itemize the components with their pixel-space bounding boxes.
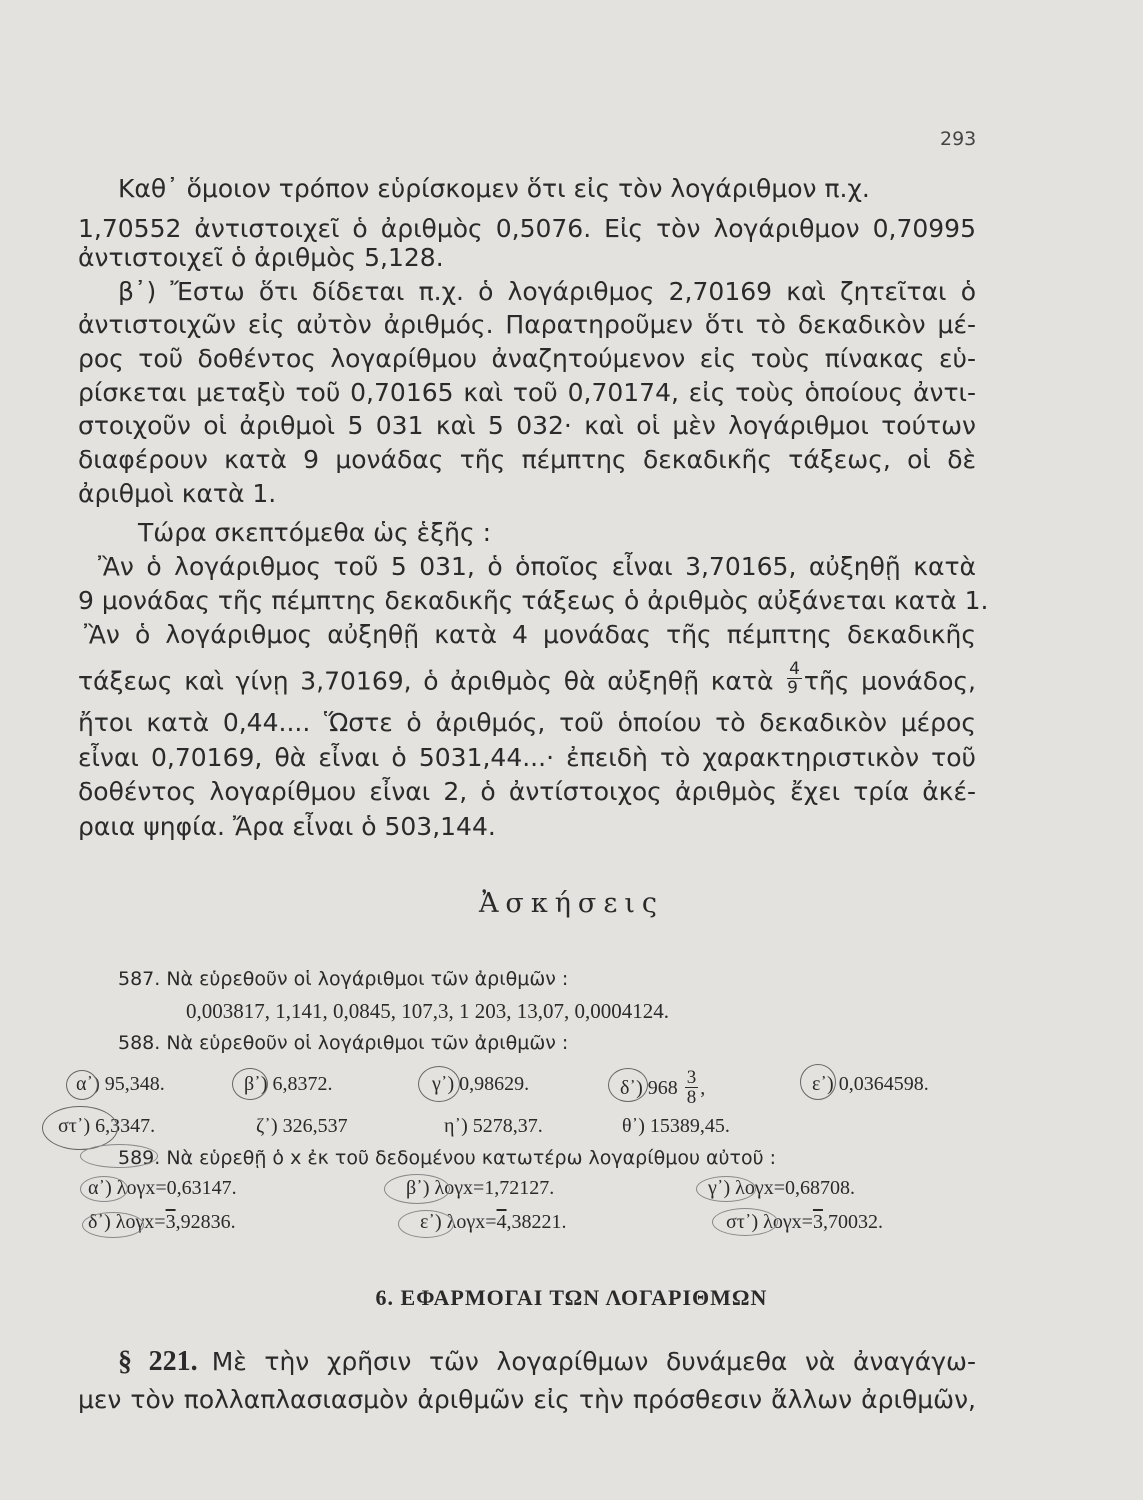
exercise-589-text: 589. Νὰ εὑρεθῇ ὁ x ἐκ τοῦ δεδομένου κατωτέρω λογαρίθμου αὐτοῦ : (118, 1147, 777, 1169)
text-line: ἀντιστοιχεῖ ὁ ἀριθμὸς 5,128. (78, 243, 444, 272)
paragraph-221-line-2: μεν τὸν πολλαπλασιασμὸν ἀριθμῶν εἰς τὴν πρόσθεσιν ἄλλων ἀριθμῶν, (78, 1385, 976, 1414)
exercise-589-st (726, 1208, 883, 1236)
fraction-denominator: 8 (686, 1087, 697, 1108)
fraction-3-8 (685, 1068, 699, 1107)
exercises-title: Ἀσκήσεις (478, 888, 665, 919)
text-line: ἤτοι κατὰ 0,44.... Ὥστε ὁ ἀριθμός, τοῦ ὁποίου τὸ δεκαδικὸν μέρος (78, 708, 976, 737)
text-line: ραια ψηφία. Ἄρα εἶναι ὁ 503,144. (78, 812, 496, 841)
bar-characteristic: 3 (812, 1211, 823, 1233)
exercise-589-d-mantissa: ,92836. (175, 1211, 236, 1233)
exercise-588-d (620, 1067, 706, 1109)
exercise-589-d (88, 1208, 236, 1236)
exercise-589-a: α᾽) λογx=0,63147. (88, 1177, 237, 1199)
text-line: ἀριθμοὶ κατὰ 1. (78, 479, 277, 508)
bar-characteristic: 4 (496, 1211, 507, 1233)
bar-characteristic: 3 (165, 1211, 176, 1233)
exercise-588-st: στ᾽) 6,3347. (58, 1115, 156, 1137)
exercise-589-e-label: ε᾽) λογx= (420, 1211, 497, 1233)
exercise-589-e (420, 1208, 567, 1236)
text-line: Ἂν ὁ λογάριθμος τοῦ 5 031, ὁ ὁποῖος εἶναι 3,70165, αὐξηθῇ κατὰ (98, 552, 976, 581)
fraction-numerator: 3 (686, 1067, 697, 1088)
fraction-numerator: 4 (789, 659, 800, 679)
exercise-589-b: β᾽) λογx=1,72127. (406, 1177, 555, 1199)
exercise-588-text: 588. Νὰ εὑρεθοῦν οἱ λογάριθμοι τῶν ἀριθμῶν : (118, 1032, 569, 1054)
text-line: 9 μονάδας τῆς πέμπτης δεκαδικῆς τάξεως ὁ ἀριθμὸς αὐξάνεται κατὰ 1. (78, 586, 989, 615)
text-line: Καθ᾽ ὅμοιον τρόπον εὑρίσκομεν ὅτι εἰς τὸν λογάριθμον π.χ. (118, 174, 870, 203)
exercise-588-d-label: δ᾽) 968 (620, 1077, 678, 1100)
text-line: ρίσκεται μεταξὺ τοῦ 0,70165 καὶ τοῦ 0,70174, εἰς τοὺς ὁποίους ἀντι- (78, 378, 976, 407)
exercise-589-st-label: στ᾽) λογx= (726, 1211, 813, 1233)
text-line: Τώρα σκεπτόμεθα ὡς ἑξῆς : (138, 518, 492, 547)
exercise-589-e-mantissa: ,38221. (506, 1211, 567, 1233)
text-line-with-fraction (78, 659, 976, 701)
exercise-588-e: ε᾽) 0,0364598. (812, 1073, 929, 1095)
exercise-588-th: θ᾽) 15389,45. (622, 1115, 730, 1137)
exercise-588-d-comma: , (700, 1077, 706, 1100)
fraction-denominator: 9 (787, 678, 798, 698)
exercise-589-c: γ᾽) λογx=0,68708. (708, 1177, 855, 1199)
exercise-589-d-label: δ᾽) λογx= (88, 1211, 166, 1233)
exercise-588-b: β᾽) 6,8372. (244, 1073, 333, 1095)
exercise-589-st-mantissa: ,70032. (822, 1211, 883, 1233)
text-line: ρος τοῦ δοθέντος λογαρίθμου ἀναζητούμενον εἰς τοὺς πίνακας εὑ- (78, 344, 976, 373)
page-number: 293 (940, 128, 977, 150)
exercise-587-values: 0,003817, 1,141, 0,0845, 107,3, 1 203, 13,07, 0,0004124. (186, 999, 669, 1023)
text-line: Ἂν ὁ λογάριθμος αὐξηθῇ κατὰ 4 μονάδας τῆς πέμπτης δεκαδικῆς (84, 620, 976, 649)
text-line: εἶναι 0,70169, θὰ εἶναι ὁ 5031,44...· ἐπειδὴ τὸ χαρακτηριστικὸν τοῦ (78, 743, 976, 772)
text-line: 1,70552 ἀντιστοιχεῖ ὁ ἀριθμὸς 0,5076. Εἰς τὸν λογάριθμον 0,70995 (78, 214, 976, 243)
exercise-588-a: α᾽) 95,348. (76, 1073, 165, 1095)
paragraph-label: § 221. (118, 1346, 198, 1377)
exercise-588-h: η᾽) 5278,37. (444, 1115, 543, 1137)
fraction-line-after: τῆς μονάδος, (803, 666, 976, 696)
section-heading: 6. ΕΦΑΡΜΟΓΑΙ ΤΩΝ ΛΟΓΑΡΙΘΜΩΝ (375, 1285, 768, 1310)
text-line: δοθέντος λογαρίθμου εἶναι 2, ὁ ἀντίστοιχος ἀριθμὸς ἔχει τρία ἀκέ- (78, 777, 976, 806)
text-line: ἀντιστοιχῶν εἰς αὐτὸν ἀριθμός. Παρατηροῦμεν ὅτι τὸ δεκαδικὸν μέ- (78, 310, 976, 339)
exercise-588-c: γ᾽) 0,98629. (432, 1073, 530, 1095)
exercise-588-z: ζ᾽) 326,537 (256, 1115, 348, 1137)
text-line: β᾽) Ἔστω ὅτι δίδεται π.χ. ὁ λογάριθμος 2,70169 καὶ ζητεῖται ὁ (118, 277, 976, 306)
text-line: διαφέρουν κατὰ 9 μονάδας τῆς πέμπτης δεκαδικῆς τάξεως, οἱ δὲ (78, 445, 976, 474)
fraction-line-before: τάξεως καὶ γίνῃ 3,70169, ὁ ἀριθμὸς θὰ αὐξηθῇ κατὰ (78, 666, 774, 696)
exercise-587-text: 587. Νὰ εὑρεθοῦν οἱ λογάριθμοι τῶν ἀριθμῶν : (118, 968, 569, 990)
paragraph-221-text: Μὲ τὴν χρῆσιν τῶν λογαρίθμων δυνάμεθα νὰ ἀναγάγω- (211, 1347, 976, 1376)
paragraph-221-line-1 (118, 1344, 976, 1380)
fraction-4-9 (787, 660, 802, 697)
text-line: στοιχοῦν οἱ ἀριθμοὶ 5 031 καὶ 5 032· καὶ οἱ μὲν λογάριθμοι τούτων (78, 411, 976, 440)
